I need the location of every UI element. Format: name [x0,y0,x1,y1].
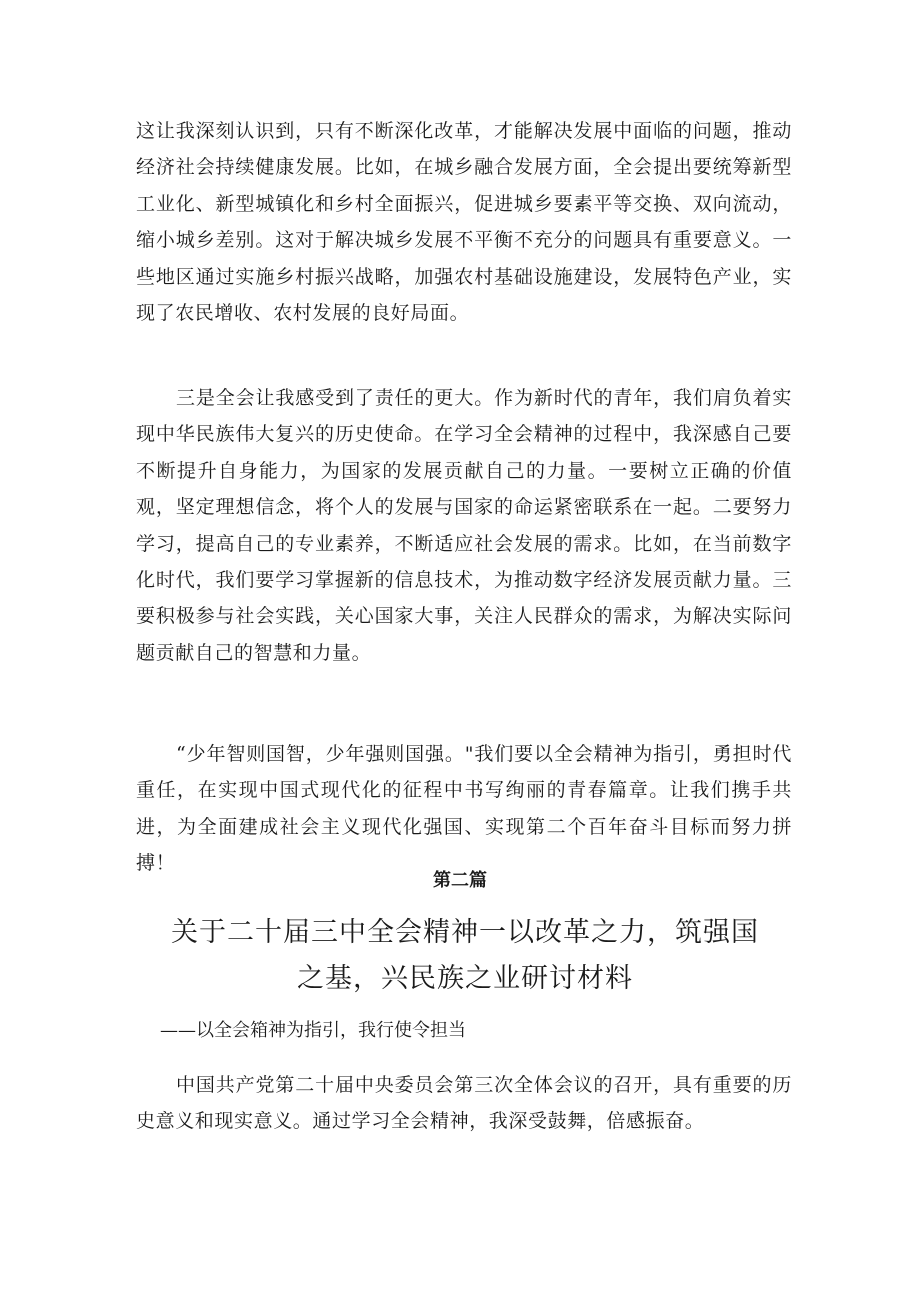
section-heading: 第二篇 [433,870,487,891]
body-paragraph-3: “少年智则国智，少年强则国强。"我们要以全会精神为指引，勇担时代重任，在实现中国式现代化的征程中书写绚丽的青春篇章。让我们携手共进，为全面建成社会主义现代化强国、实现第二个百年奋斗目标而努力拼搏！ [136,743,792,875]
body-paragraph-2: 三是全会让我感受到了责任的更大。作为新时代的青年，我们肩负着实现中华民族伟大复兴的历史使命。在学习全会精神的过程中，我深感自己要不断提升自身能力，为国家的发展贡献自己的力量。一要树立正确的价值观，坚定理想信念，将个人的发展与国家的命运紧密联系在一起。二要努力学习，提高自己的专业素养，不断适应社会发展的需求。比如，在当前数字化时代，我们要学习掌握新的信息技术，为推动数字经济发展贡献力量。三要积极参与社会实践，关心国家大事，关注人民群众的需求，为解决实际问题贡献自己的智慧和力量。 [136,387,792,664]
document-title-line-1: 关于二十届三中全会精神一以改革之力，筑强国 [171,917,759,948]
document-title [170,910,760,1002]
document-subtitle: ——以全会箱神为指引，我行使令担当 [160,1020,466,1041]
body-paragraph-1: 这让我深刻认识到，只有不断深化改革，才能解决发展中面临的问题，推动经济社会持续健康发展。比如，在城乡融合发展方面，全会提出要统筹新型工业化、新型城镇化和乡村全面振兴，促进城乡要素平等交换、双向流动，缩小城乡差别。这对于解决城乡发展不平衡不充分的问题具有重要意义。一些地区通过实施乡村振兴战略，加强农村基础设施建设，发展特色产业，实现了农民增收、农村发展的良好局面。 [136,120,792,325]
document-title-line-2: 之基，兴民族之业研讨材料 [297,963,633,994]
intro-paragraph: 中国共产党第二十届中央委员会第三次全体会议的召开，具有重要的历史意义和现实意义。通过学习全会精神，我深受鼓舞，倍感振奋。 [136,1074,792,1133]
